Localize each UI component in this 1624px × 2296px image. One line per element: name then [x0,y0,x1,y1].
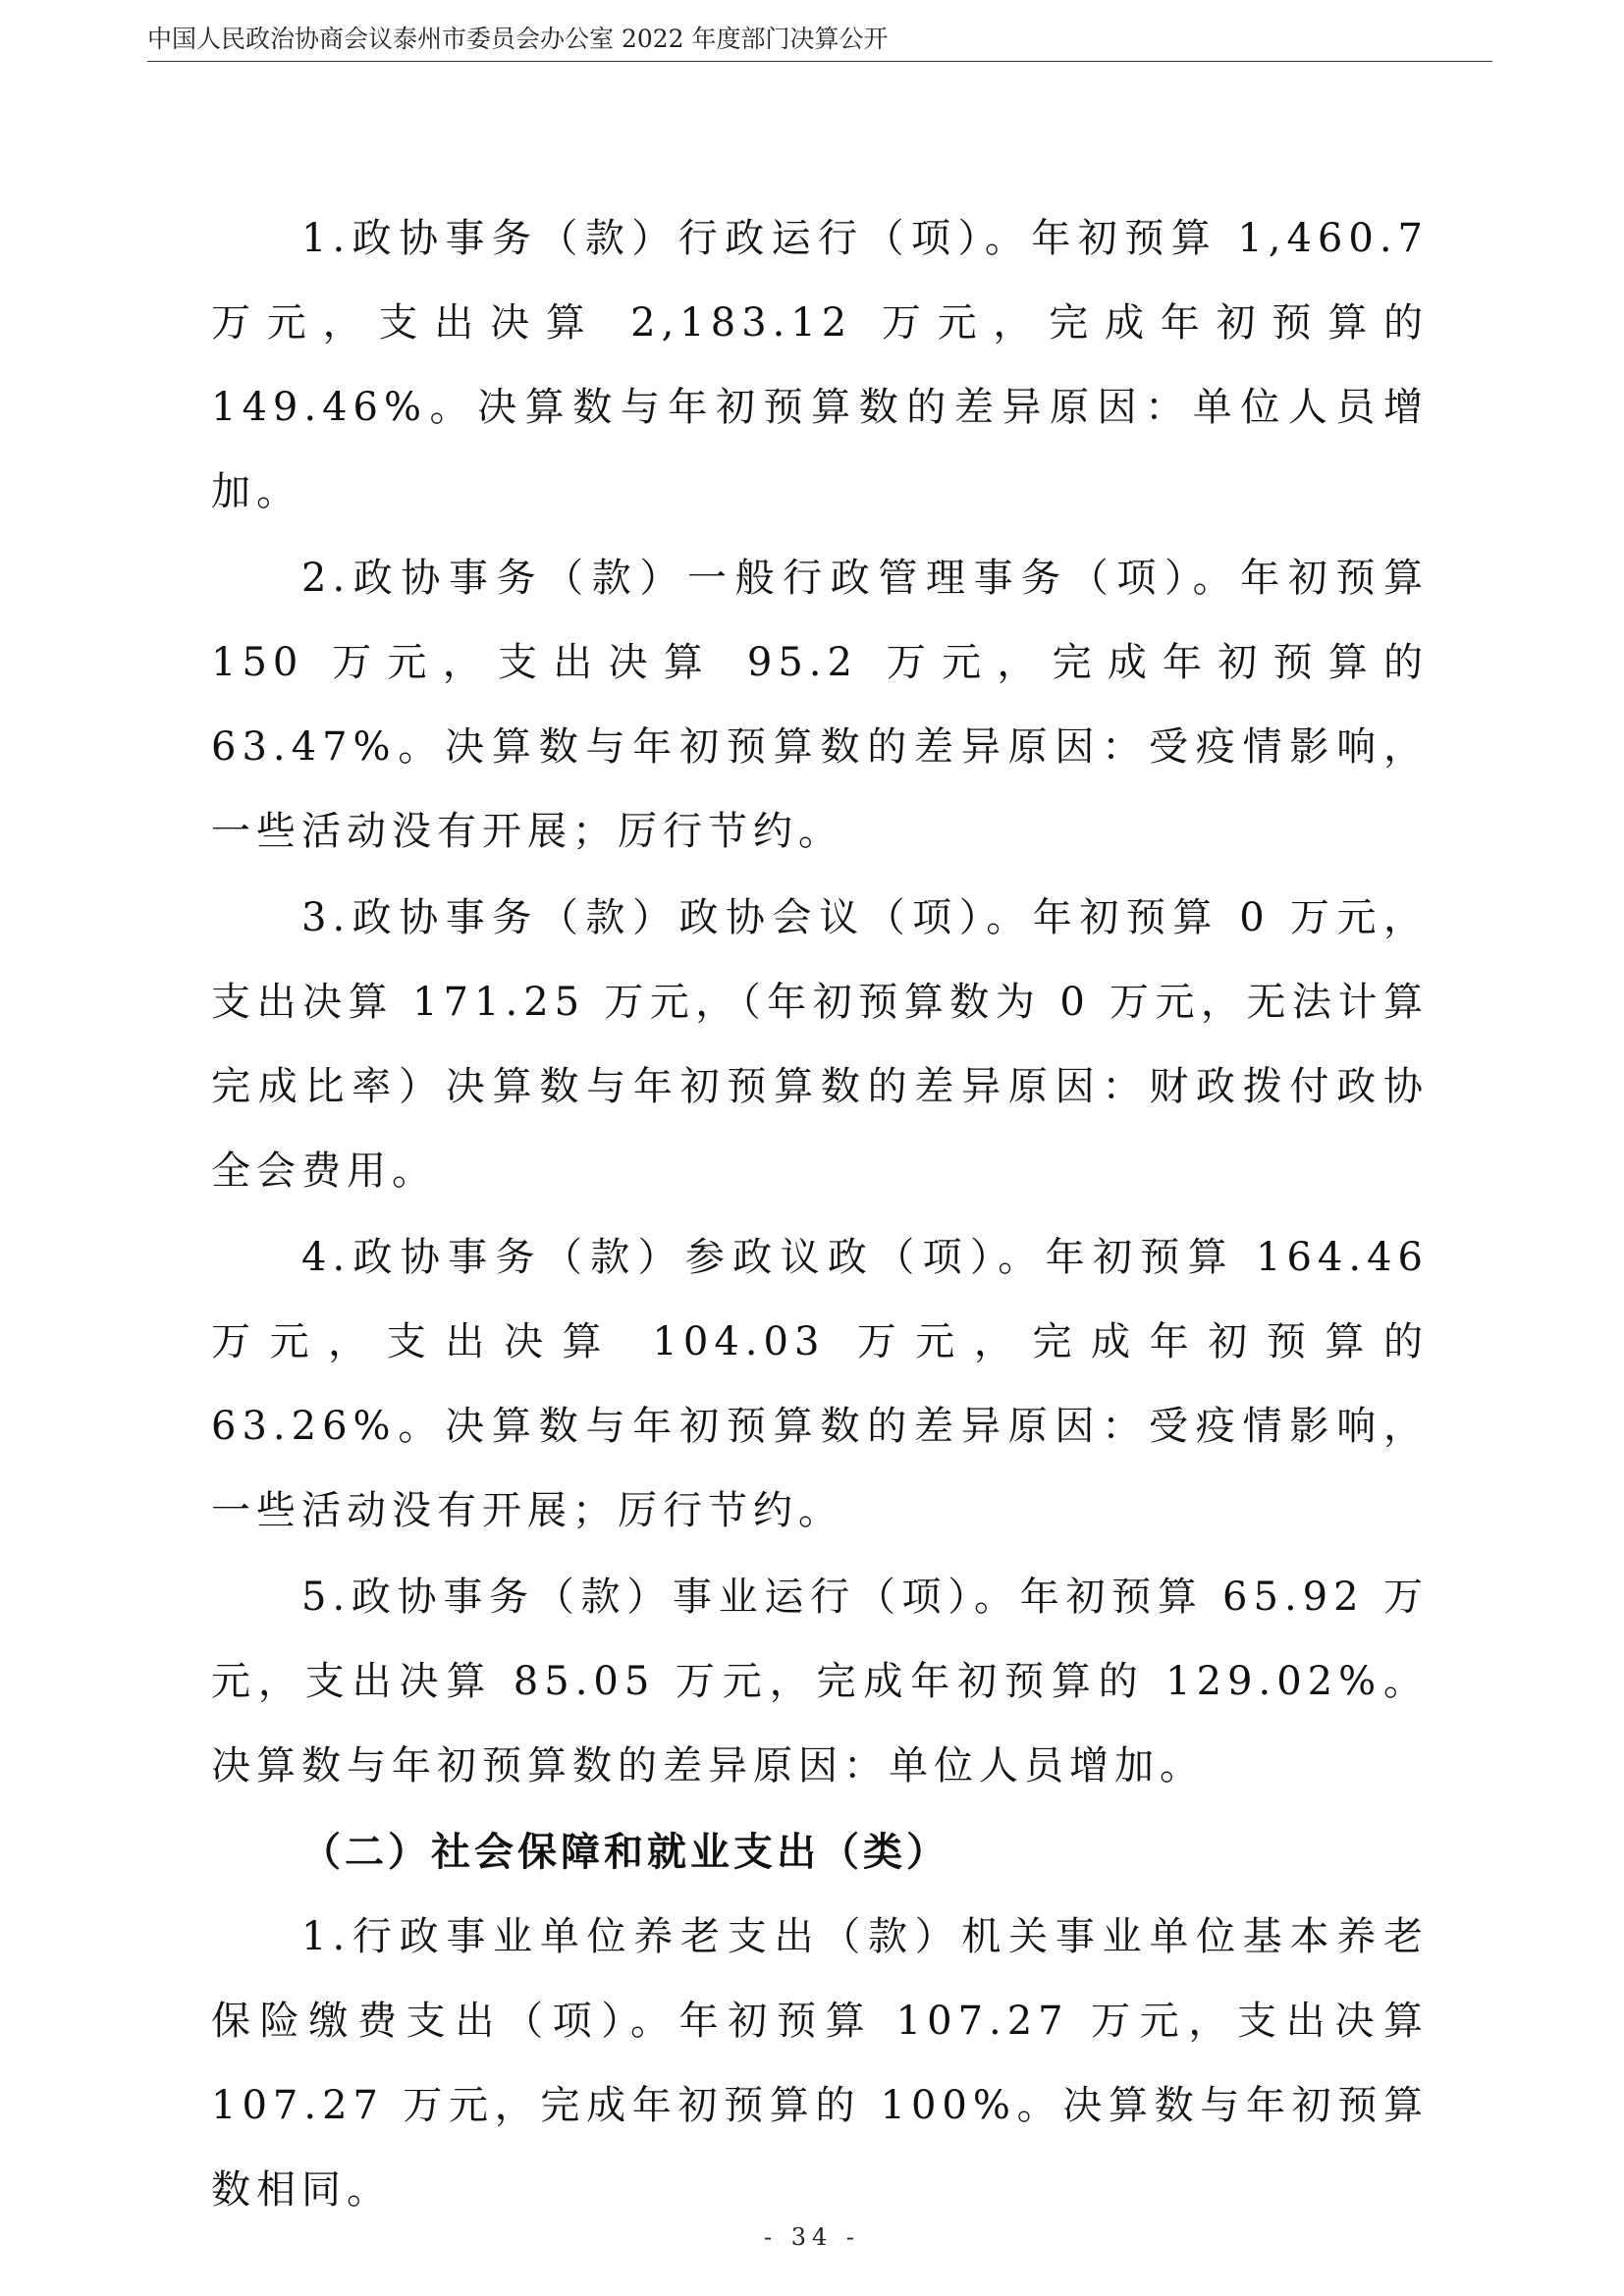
paragraph-item-5: 5.政协事务（款）事业运行（项）。年初预算 65.92 万元，支出决算 85.05 万元，完成年初预算的 129.02%。决算数与年初预算数的差异原因：单位人员增加。 [211,1575,1429,1789]
section-heading: （二）社会保障和就业支出（类） [301,1829,949,1875]
header-divider [147,61,1492,62]
page-number: - 34 - [763,2223,860,2251]
paragraph-item-1: 1.政协事务（款）行政运行（项）。年初预算 1,460.7 万元，支出决算 2,183.12 万元，完成年初预算的 149.46%。决算数与年初预算数的差异原因：单位人员增加。 [211,216,1429,514]
paragraph-item-2: 2.政协事务（款）一般行政管理事务（项）。年初预算 150 万元，支出决算 95.2 万元，完成年初预算的 63.47%。决算数与年初预算数的差异原因：受疫情影响，一些活动没有开展；厉行节约。 [211,556,1429,854]
paragraph-item-3: 3.政协事务（款）政协会议（项）。年初预算 0 万元，支出决算 171.25 万元，（年初预算数为 0 万元，无法计算完成比率）决算数与年初预算数的差异原因：财政拨付政协全会费用。 [211,895,1429,1194]
page-header: 中国人民政治协商会议泰州市委员会办公室 2022 年度部门决算公开 [147,25,889,53]
section-paragraph-1: 1.行政事业单位养老支出（款）机关事业单位基本养老保险缴费支出（项）。年初预算 107.27 万元，支出决算 107.27 万元，完成年初预算的 100%。决算数与年初预算数相同。 [211,1914,1429,2213]
paragraph-item-4: 4.政协事务（款）参政议政（项）。年初预算 164.46 万元，支出决算 104.03 万元，完成年初预算的 63.26%。决算数与年初预算数的差异原因：受疫情影响，一些活动没有开展；厉行节约。 [211,1235,1429,1533]
document-body [211,196,1429,2234]
